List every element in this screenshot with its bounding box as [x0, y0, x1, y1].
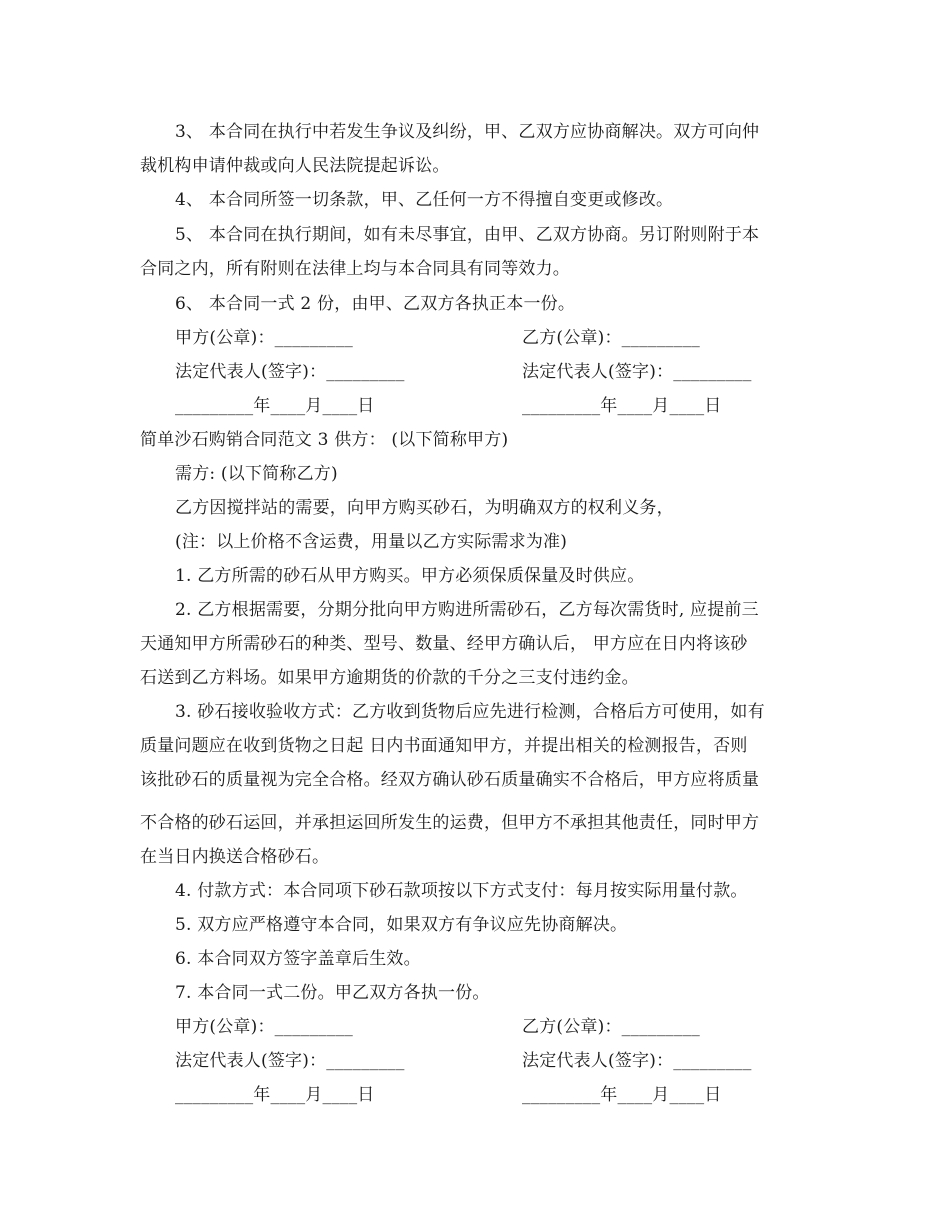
- item-3-line-3: 该批砂石的质量视为完全合格。经双方确认砂石质量确实不合格后，甲方应将质量: [140, 770, 760, 790]
- party-a-representative: 法定代表人(签字)：_________: [175, 362, 405, 382]
- buyer-line: 需方: (以下简称乙方): [175, 464, 338, 484]
- item-2-line-3: 石送到乙方料场。如果甲方逾期货的价款的千分之三支付违约金。: [140, 668, 639, 688]
- party-b-representative-2: 法定代表人(签字)：_________: [522, 1051, 752, 1071]
- item-3-line-2: 质量问题应在收到货物之日起 日内书面通知甲方，并提出相关的检测报告，否则: [140, 736, 748, 756]
- party-b-seal: 乙方(公章)：_________: [522, 328, 700, 348]
- clause-3-line-2: 裁机构申请仲裁或向人民法院提起诉讼。: [140, 156, 450, 176]
- party-a-seal-2: 甲方(公章)：_________: [175, 1017, 353, 1037]
- contract-heading: 简单沙石购销合同范文 3 供方： (以下简称甲方): [140, 430, 509, 450]
- item-6: 6. 本合同双方签字盖章后生效。: [175, 949, 421, 969]
- item-5: 5. 双方应严格遵守本合同，如果双方有争议应先协商解决。: [175, 915, 628, 935]
- item-3-line-4: 不合格的砂石运回，并承担运回所发生的运费，但甲方不承担其他责任，同时甲方: [140, 813, 760, 833]
- clause-6: 6、 本合同一式 2 份，由甲、乙双方各执正本一份。: [175, 294, 576, 314]
- party-a-seal: 甲方(公章)：_________: [175, 328, 353, 348]
- purpose-line: 乙方因搅拌站的需要，向甲方购买砂石，为明确双方的权利义务，: [175, 498, 674, 518]
- item-3-line-1: 3. 砂石接收验收方式：乙方收到货物后应先进行检测，合格后方可使用，如有: [175, 702, 765, 722]
- party-b-seal-2: 乙方(公章)：_________: [522, 1017, 700, 1037]
- party-a-date: _________年____月____日: [175, 396, 375, 416]
- party-b-date-2: _________年____月____日: [522, 1085, 722, 1105]
- clause-5-line-2: 合同之内，所有附则在法律上均与本合同具有同等效力。: [140, 259, 570, 279]
- party-a-date-2: _________年____月____日: [175, 1085, 375, 1105]
- item-7: 7. 本合同一式二份。甲乙双方各执一份。: [175, 983, 490, 1003]
- item-1: 1. 乙方所需的砂石从甲方购买。甲方必须保质保量及时供应。: [175, 566, 645, 586]
- clause-4: 4、 本合同所签一切条款，甲、乙任何一方不得擅自变更或修改。: [175, 190, 674, 210]
- item-2-line-2: 天通知甲方所需砂石的种类、型号、数量、经甲方确认后， 甲方应在日内将该砂: [140, 634, 748, 654]
- item-3-line-5: 在当日内换送合格砂石。: [140, 847, 330, 867]
- item-4: 4. 付款方式：本合同项下砂石款项按以下方式支付：每月按实际用量付款。: [175, 881, 748, 901]
- price-note: (注：以上价格不含运费，用量以乙方实际需求为准): [175, 532, 568, 552]
- clause-3-line-1: 3、 本合同在执行中若发生争议及纠纷，甲、乙双方应协商解决。双方可向仲: [175, 122, 760, 142]
- party-b-representative: 法定代表人(签字)：_________: [522, 362, 752, 382]
- party-a-representative-2: 法定代表人(签字)：_________: [175, 1051, 405, 1071]
- clause-5-line-1: 5、 本合同在执行期间，如有未尽事宜，由甲、乙双方协商。另订附则附于本: [175, 225, 760, 245]
- party-b-date: _________年____月____日: [522, 396, 722, 416]
- item-2-line-1: 2. 乙方根据需要，分期分批向甲方购进所需砂石，乙方每次需货时, 应提前三: [175, 600, 759, 620]
